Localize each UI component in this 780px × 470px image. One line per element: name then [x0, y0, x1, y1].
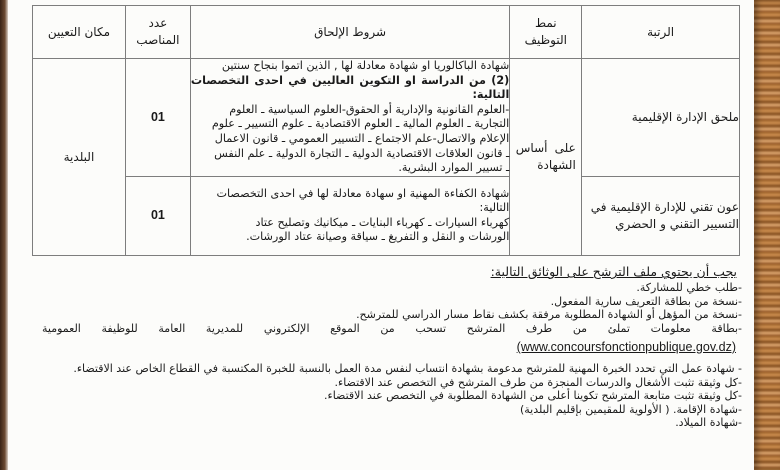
positions-count-cell: 01	[125, 176, 190, 255]
website-link[interactable]: (www.concoursfonctionpublique.gov.dz)	[516, 340, 736, 355]
header-place: مكان التعيين	[33, 6, 126, 59]
conditions-cell	[190, 59, 509, 177]
document-item: -نسخة من بطاقة التعريف سارية المفعول.	[550, 294, 742, 308]
recruitment-mode-cell: على أساس الشهادة	[510, 59, 582, 256]
condition-line: شهادة الباكالوريا او شهادة معادلة لها , الذين اتموا بنجاح سنتين	[221, 59, 510, 72]
document-item: -شهادة الإقامة. ( الأولوية للمقيمين بإقليم البلدية)	[519, 402, 742, 416]
table-header-row	[33, 6, 740, 59]
condition-line: التالية:	[479, 201, 510, 215]
condition-line: ـ تسيير الموارد البشرية.	[398, 161, 510, 175]
condition-line: كهرباء السيارات ـ كهرباء البنايات ـ ميكانيك وتصليح عتاد	[255, 215, 510, 229]
assignment-place-cell: البلدية	[33, 59, 126, 256]
table-row	[33, 59, 740, 177]
conditions-cell	[190, 176, 509, 255]
document-item: -طلب خطي للمشاركة.	[636, 281, 742, 295]
rank-cell: ملحق الإدارة الإقليمية	[582, 59, 740, 177]
header-conditions: شروط الإلحاق	[190, 6, 509, 59]
condition-line: -العلوم القانونية والإدارية أو الحقوق-العلوم السياسية ـ العلوم	[229, 102, 510, 116]
condition-line: الإعلام والاتصال-علم الاجتماع ـ التسيير العمومي ـ قانون الاعمال	[214, 131, 510, 145]
document-item: -كل وثيقة تثبت الأشغال والدرسات المنجزة من طرف المترشح في التخصص عند الاقتضاء.	[334, 375, 742, 389]
header-count: عدد المناصب	[125, 6, 190, 59]
document-item: -كل وثيقة تثبت متابعة المترشح تكوينا أعلى من الشهادة المطلوبة في التخصص عند الاقتضاء.	[324, 389, 742, 403]
condition-line: ـ قانون العلاقات الاقتصادية الدولية ـ التجارة الدولية ـ علم النفس	[214, 146, 510, 160]
document-item: - شهادة عمل التي تحدد الخبرة المهنية للمترشح مدعومة بشهادة انتساب لنفس مدة العمل بالنسبة للخبرة المكتسبة في القطاع الخاص عند الاقتضاء.	[73, 362, 742, 376]
condition-line: شهادة الكفاءة المهنية او سهادة معادلة لها في احدى التخصصات	[216, 186, 510, 200]
document-item: -نسخة من المؤهل أو الشهادة المطلوبة مرفقة بكشف نقاط مسار الدراسي للمترشح.	[356, 308, 742, 322]
condition-line: الورشات و النقل و التفريغ ـ سياقة وصيانة عتاد الورشات.	[246, 230, 510, 244]
positions-table	[32, 5, 740, 256]
header-mode: نمط التوظيف	[510, 6, 582, 59]
documents-heading: يجب أن يحتوي ملف الترشح على الوثائق التالية:	[490, 264, 737, 279]
condition-line: التجارية ـ العلوم المالية ـ العلوم الاقتصادية ـ علوم التسيير ـ علوم	[211, 117, 510, 131]
wooden-background	[754, 0, 780, 470]
required-documents-section	[42, 265, 742, 429]
header-rank: الرتبة	[582, 6, 740, 59]
table-row	[33, 176, 740, 255]
positions-count-cell: 01	[125, 59, 190, 177]
rank-cell: عون تقني للإدارة الإقليمية في التسيير التقني و الحضري	[582, 176, 740, 255]
photo-left-edge	[0, 0, 8, 470]
document-item: -بطاقة معلومات تملئ من طرف المترشح تسحب من الموقع الإلكتروني للمديرية العامة للوظيفة العمومية	[42, 321, 742, 335]
condition-line: (2) من الدراسة او التكوين العاليين في احدى التخصصات التالية:	[190, 73, 510, 102]
document-item: -شهادة الميلاد.	[675, 416, 742, 430]
